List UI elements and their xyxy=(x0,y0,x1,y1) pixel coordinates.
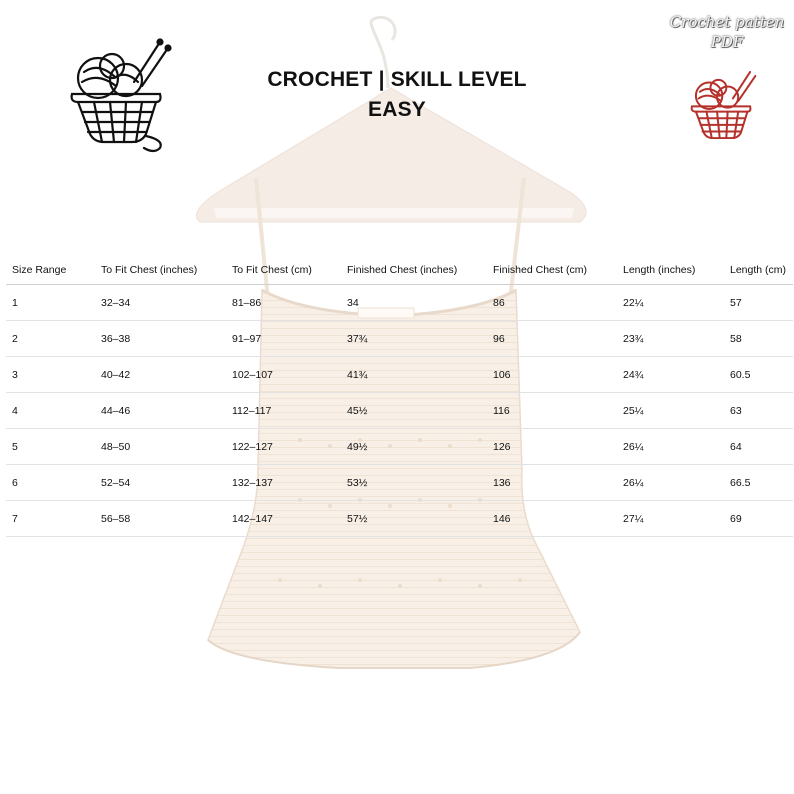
header-fit-chest-in: To Fit Chest (inches) xyxy=(95,256,226,285)
table-cell: 52–54 xyxy=(95,465,226,501)
table-cell: 26¼ xyxy=(617,465,724,501)
table-row xyxy=(6,357,793,393)
table-cell: 58 xyxy=(724,321,793,357)
table-cell: 56–58 xyxy=(95,501,226,537)
header-finished-chest-cm: Finished Chest (cm) xyxy=(487,256,617,285)
table-cell: 57 xyxy=(724,285,793,321)
table-cell: 1 xyxy=(6,285,95,321)
table-cell: 53½ xyxy=(341,465,487,501)
table-cell: 57½ xyxy=(341,501,487,537)
table-cell: 136 xyxy=(487,465,617,501)
pdf-badge-text xyxy=(664,12,790,52)
table-row xyxy=(6,465,793,501)
table-cell: 96 xyxy=(487,321,617,357)
badge-line-1: Crochet patten xyxy=(669,13,785,31)
table-cell: 40–42 xyxy=(95,357,226,393)
page-title: CROCHET | SKILL LEVEL xyxy=(267,68,527,91)
table-cell: 44–46 xyxy=(95,393,226,429)
table-cell: 27¼ xyxy=(617,501,724,537)
table-cell: 4 xyxy=(6,393,95,429)
table-cell: 5 xyxy=(6,429,95,465)
badge-line-2: PDF xyxy=(710,33,744,51)
table-cell: 48–50 xyxy=(95,429,226,465)
header-length-in: Length (inches) xyxy=(617,256,724,285)
table-cell: 132–137 xyxy=(226,465,341,501)
table-cell: 91–97 xyxy=(226,321,341,357)
table-cell: 22¼ xyxy=(617,285,724,321)
table-cell: 64 xyxy=(724,429,793,465)
table-cell: 37¾ xyxy=(341,321,487,357)
table-cell: 122–127 xyxy=(226,429,341,465)
skill-level: EASY xyxy=(368,98,426,121)
table-cell: 2 xyxy=(6,321,95,357)
table-row xyxy=(6,285,793,321)
table-cell: 102–107 xyxy=(226,357,341,393)
yarn-basket-icon xyxy=(64,36,174,154)
table-cell: 146 xyxy=(487,501,617,537)
table-cell: 86 xyxy=(487,285,617,321)
header-finished-chest-in: Finished Chest (inches) xyxy=(341,256,487,285)
table-cell: 7 xyxy=(6,501,95,537)
table-cell: 106 xyxy=(487,357,617,393)
header-size-range: Size Range xyxy=(6,256,95,285)
table-cell: 25¼ xyxy=(617,393,724,429)
table-cell: 49½ xyxy=(341,429,487,465)
table-cell: 6 xyxy=(6,465,95,501)
table-cell: 41¾ xyxy=(341,357,487,393)
table-cell: 60.5 xyxy=(724,357,793,393)
size-table xyxy=(6,256,793,537)
table-cell: 126 xyxy=(487,429,617,465)
table-header-row xyxy=(6,256,793,285)
table-cell: 81–86 xyxy=(226,285,341,321)
table-cell: 142–147 xyxy=(226,501,341,537)
table-cell: 34 xyxy=(341,285,487,321)
table-cell: 112–117 xyxy=(226,393,341,429)
table-cell: 24¾ xyxy=(617,357,724,393)
header-fit-chest-cm: To Fit Chest (cm) xyxy=(226,256,341,285)
table-cell: 66.5 xyxy=(724,465,793,501)
table-row xyxy=(6,501,793,537)
table-cell: 69 xyxy=(724,501,793,537)
header-length-cm: Length (cm) xyxy=(724,256,793,285)
table-row xyxy=(6,393,793,429)
table-row xyxy=(6,321,793,357)
table-row xyxy=(6,429,793,465)
table-cell: 26¼ xyxy=(617,429,724,465)
table-cell: 116 xyxy=(487,393,617,429)
table-cell: 3 xyxy=(6,357,95,393)
table-cell: 36–38 xyxy=(95,321,226,357)
table-cell: 32–34 xyxy=(95,285,226,321)
table-cell: 63 xyxy=(724,393,793,429)
table-cell: 23¾ xyxy=(617,321,724,357)
table-cell: 45½ xyxy=(341,393,487,429)
